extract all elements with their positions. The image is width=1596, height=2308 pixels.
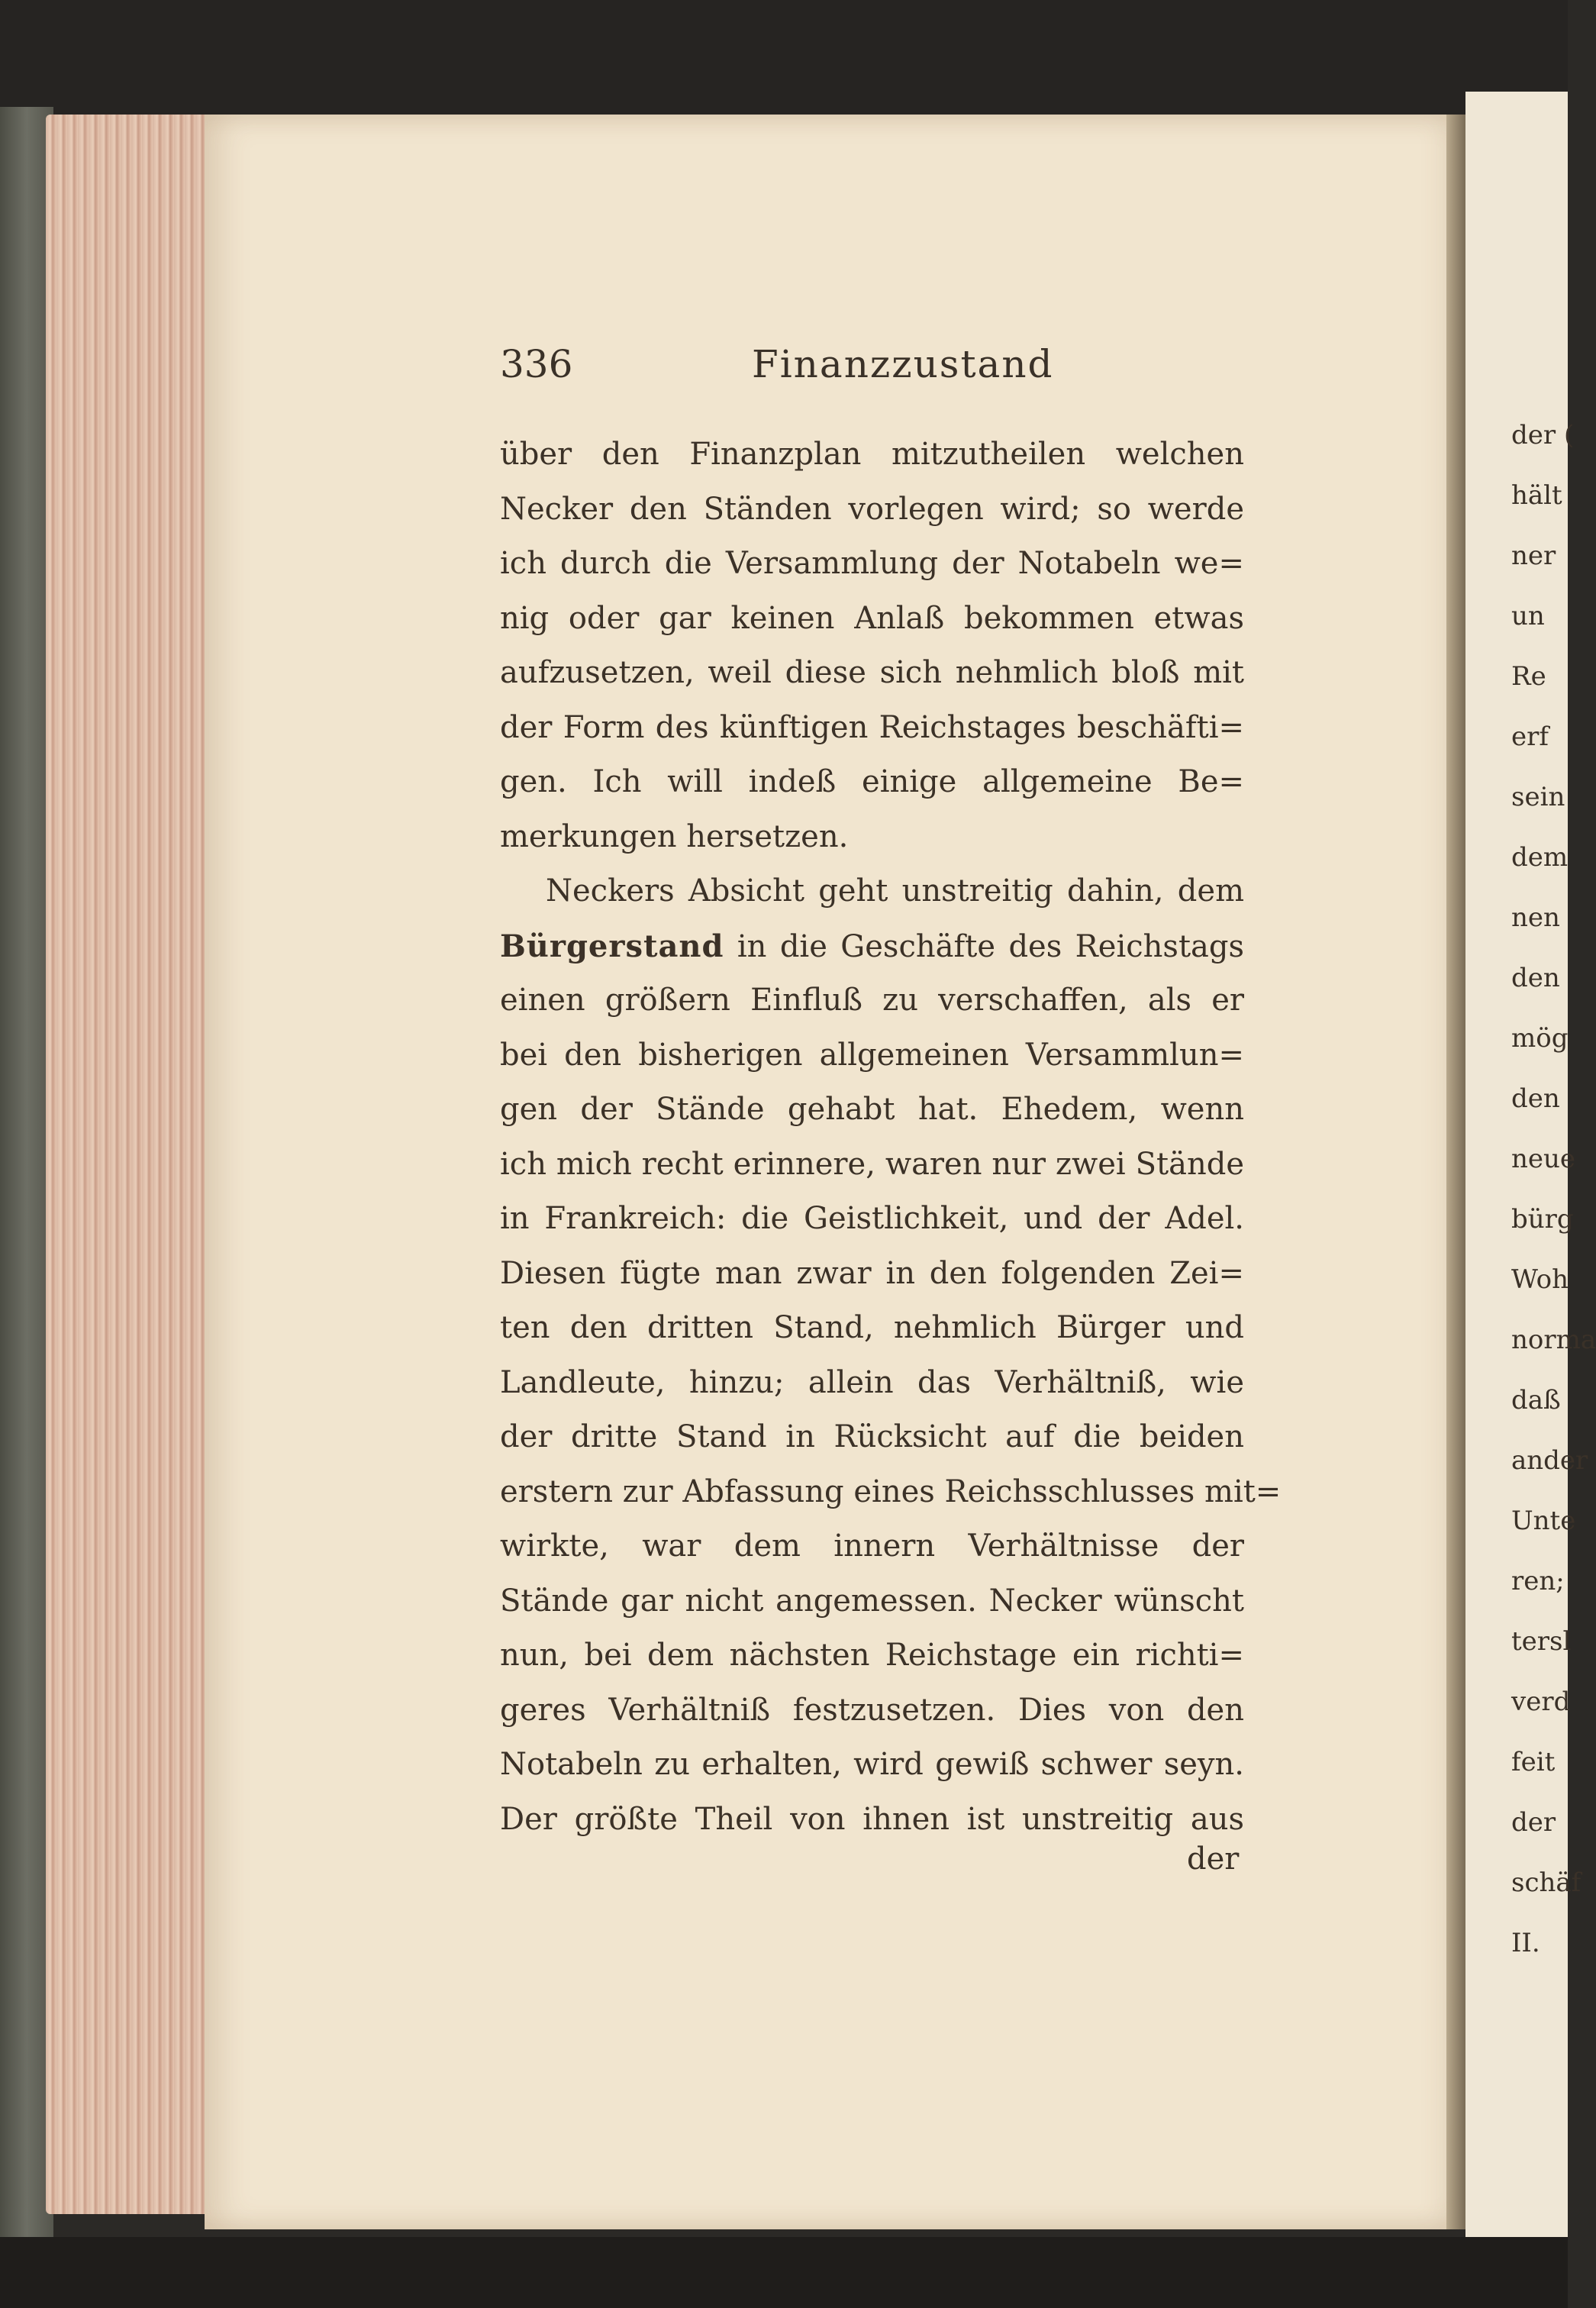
next-page-fragment: den	[1511, 963, 1560, 993]
next-page-fragment: daß	[1511, 1385, 1561, 1415]
next-page-fragment: neue	[1511, 1144, 1576, 1174]
next-page-fragment: Re	[1511, 661, 1546, 692]
text-line: ten den dritten Stand, nehmlich Bürger und	[500, 1310, 1244, 1345]
next-page-fragment: ren;	[1511, 1566, 1565, 1596]
next-page-fragment: der (	[1511, 420, 1575, 450]
text-line: gen der Stände gehabt hat. Ehedem, wenn	[500, 1092, 1244, 1127]
text-fragment: in die Geschäfte des Reichstags	[724, 928, 1244, 964]
text-line: Diesen fügte man zwar in den folgenden Zei=	[500, 1255, 1244, 1291]
page-edges	[46, 115, 214, 2214]
body-text	[500, 428, 1282, 1847]
next-page-fragment: ner	[1511, 541, 1556, 571]
catchword: der	[1187, 1842, 1240, 1877]
next-page-fragment: hält	[1511, 480, 1562, 511]
text-line: ich mich recht erinnere, waren nur zwei Stände	[500, 1146, 1244, 1182]
next-page-edge	[1465, 92, 1596, 2237]
text-line: Notabeln zu erhalten, wird gewiß schwer seyn.	[500, 1747, 1244, 1782]
page-number: 336	[500, 342, 573, 386]
text-line: einen größern Einfluß zu verschaffen, als er	[500, 983, 1244, 1018]
next-page-fragment: II.	[1511, 1928, 1540, 1958]
text-line: gen. Ich will indeß einige allgemeine Be=	[500, 764, 1244, 799]
text-line: aufzusetzen, weil diese sich nehmlich bloß mit	[500, 655, 1244, 690]
next-page-fragment: tersl	[1511, 1626, 1572, 1657]
text-line: merkungen hersetzen.	[500, 818, 849, 854]
next-page-fragment: erf	[1511, 721, 1549, 752]
next-page-fragment: dem	[1511, 842, 1569, 873]
next-page-fragment: ander	[1511, 1445, 1588, 1476]
text-line: der Form des künftigen Reichstages beschäfti=	[500, 709, 1244, 745]
text-line	[500, 919, 1244, 974]
text-line: ich durch die Versammlung der Notabeln we=	[500, 546, 1244, 581]
next-page-fragment: Woh	[1511, 1264, 1569, 1295]
next-page-fragment: norma	[1511, 1325, 1596, 1355]
text-line: Landleute, hinzu; allein das Verhältniß, wie	[500, 1364, 1244, 1400]
text-line: nig oder gar keinen Anlaß bekommen etwas	[500, 600, 1244, 636]
text-line: erstern zur Abfassung eines Reichsschlusses mit=	[500, 1474, 1282, 1509]
next-page-fragment: un	[1511, 601, 1545, 631]
next-page-fragment: sein	[1511, 782, 1565, 812]
text-line: nun, bei dem nächsten Reichstage ein richti=	[500, 1638, 1244, 1673]
text-line: geres Verhältniß festzusetzen. Dies von den	[500, 1692, 1244, 1728]
text-line: in Frankreich: die Geistlichkeit, und der Adel.	[500, 1201, 1244, 1236]
text-line: Necker den Ständen vorlegen wird; so werde	[500, 491, 1244, 527]
text-line: über den Finanzplan mitzutheilen welchen	[500, 437, 1244, 472]
next-page-fragment: schäf	[1511, 1867, 1581, 1898]
emphasized-word: Bürgerstand	[500, 928, 724, 964]
next-page-fragment: der	[1511, 1807, 1556, 1838]
running-title: Finanzzustand	[752, 342, 1054, 386]
text-line: bei den bisherigen allgemeinen Versammlun=	[500, 1037, 1244, 1073]
scan-backdrop-bottom	[0, 2237, 1568, 2308]
text-line: Stände gar nicht angemessen. Necker wünscht	[500, 1583, 1244, 1619]
scan-backdrop-top	[0, 0, 1568, 115]
next-page-fragment: mög	[1511, 1023, 1569, 1054]
next-page-fragment: verd	[1511, 1687, 1571, 1717]
next-page-fragment: bürg	[1511, 1204, 1574, 1235]
next-page-fragment: nen	[1511, 902, 1560, 933]
next-page-fragment: feit	[1511, 1747, 1556, 1777]
next-page-fragment: den	[1511, 1083, 1560, 1114]
text-line: Der größte Theil von ihnen ist unstreitig aus	[500, 1801, 1244, 1837]
next-page-fragment: Unte	[1511, 1506, 1576, 1536]
text-line: der dritte Stand in Rücksicht auf die beiden	[500, 1419, 1244, 1454]
text-line: Neckers Absicht geht unstreitig dahin, dem	[546, 873, 1244, 909]
text-line: wirkte, war dem innern Verhältnisse der	[500, 1528, 1244, 1564]
